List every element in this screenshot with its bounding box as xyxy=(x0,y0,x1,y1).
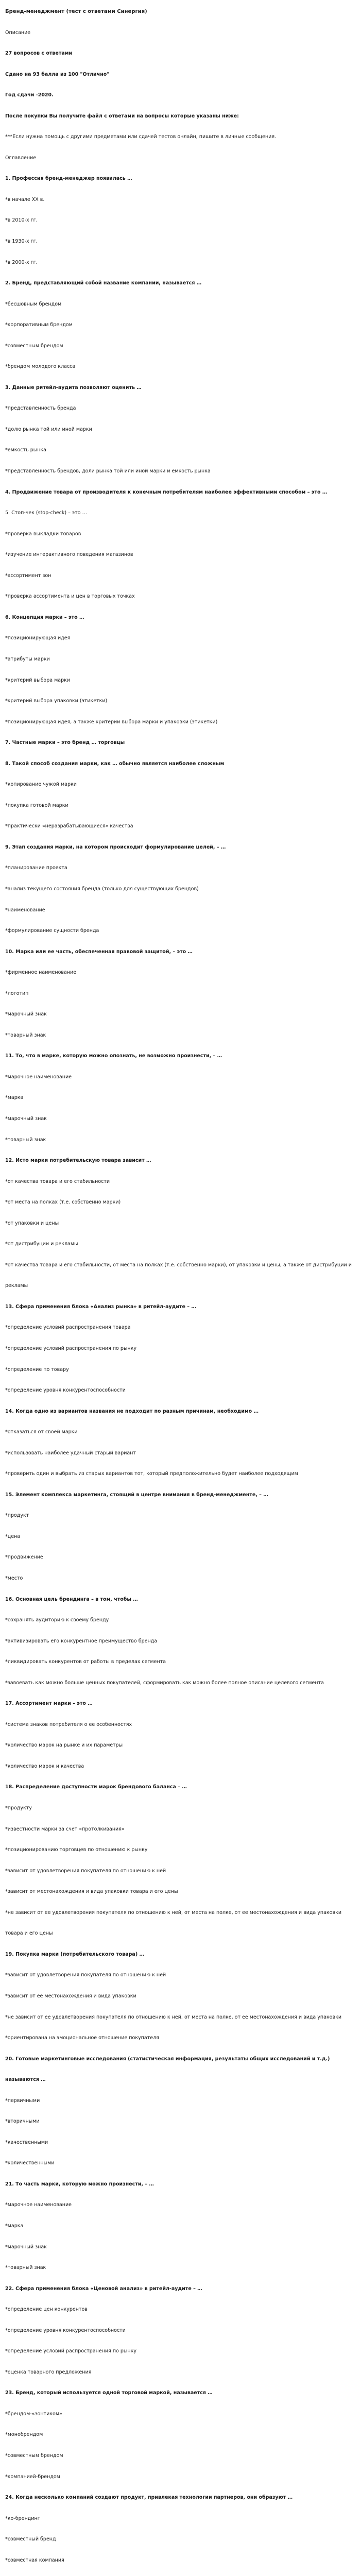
question-list xyxy=(5,168,356,2576)
answer-option: *марочное наименование xyxy=(5,2202,72,2208)
answer-option: *совместная компания xyxy=(5,2557,64,2563)
note-text: ***Если нужна помощь с другими предметами или сдачей тестов онлайн, пишите в личные сообщения. xyxy=(5,134,277,140)
toc-label: Оглавление xyxy=(5,155,37,161)
answer-option: *в 2000-х гг. xyxy=(5,259,38,265)
answer-option: *зависит от удовлетворения покупателя по отношению к ней xyxy=(5,1868,166,1874)
question-text: 17. Ассортимент марки – это … xyxy=(5,1701,93,1707)
answer-option: *емкость рынка xyxy=(5,447,46,453)
answer-option: *продукту xyxy=(5,1805,32,1811)
meta-line: Сдано на 93 балла из 100 "Отлично" xyxy=(5,71,110,77)
question-text: 16. Основная цель брендинга – в том, чтобы … xyxy=(5,1596,138,1602)
answer-option: *логотип xyxy=(5,990,29,996)
answer-option: *копирование чужой марки xyxy=(5,782,77,788)
question-text: 20. Готовые маркетинговые исследования (статистическая информация, результаты общих исследований и т.д.) называются … xyxy=(5,2056,330,2083)
question-text: 8. Такой способ создания марки, как … обычно является наиболее сложным xyxy=(5,760,225,767)
answer-option: *представленность бренда xyxy=(5,405,76,412)
answer-option: *количество марок и качества xyxy=(5,1763,84,1769)
question-text: 4. Продвижение товара от производителя к конечным потребителям наиболее эффективными способом – это … xyxy=(5,489,328,495)
answer-option: *долю рынка той или иной марки xyxy=(5,426,92,432)
answer-option: *представленность брендов, доли рынка той или иной марки и емкость рынка xyxy=(5,468,211,474)
answer-option: *ориентирована на эмоциональное отношение покупателя xyxy=(5,2035,159,2041)
question-text: 3. Данные ритейл-аудита позволяют оценить … xyxy=(5,384,142,391)
answer-option: *зависит от удовлетворения покупателя по отношению к ней xyxy=(5,1972,166,1978)
answer-option: *в 1930-х гг. xyxy=(5,239,38,245)
answer-option: *марочный знак xyxy=(5,1115,47,1122)
answer-option: *покупка готовой марки xyxy=(5,802,68,808)
answer-option: *марочный знак xyxy=(5,2244,47,2250)
answer-option: *совместным брендом xyxy=(5,2452,63,2459)
answer-option: *бесшовным брендом xyxy=(5,301,62,307)
answer-option: *продвижение xyxy=(5,1554,43,1561)
answer-option: *критерий выбора марки xyxy=(5,677,71,683)
answer-option: *позиционирующая идея, а также критерии выбора марки и упаковки (этикетки) xyxy=(5,719,218,725)
answer-option: *определение условий распространения товара xyxy=(5,1325,131,1331)
answer-option: *цена xyxy=(5,1533,21,1539)
answer-option: *изучение интерактивного поведения магазинов xyxy=(5,552,133,558)
question-text: 6. Концепция марки – это … xyxy=(5,614,84,620)
answer-option xyxy=(5,2571,356,2576)
answer-option: *наименование xyxy=(5,907,45,913)
question-text: 21. То часть марки, которую можно произнести, – … xyxy=(5,2181,154,2187)
answer-option: *отказаться от своей марки xyxy=(5,1429,78,1435)
question-text: 10. Марка или ее часть, обеспеченная правовой защитой, – это … xyxy=(5,948,193,955)
answer-option: *определение по товару xyxy=(5,1366,69,1372)
answer-option: *ассортимент зон xyxy=(5,572,51,579)
answer-option: *первичными xyxy=(5,2097,40,2104)
question-text: 24. Когда несколько компаний создают продукт, привлекая технологии партнеров, они образуют … xyxy=(5,2495,293,2501)
answer-option: *совместным брендом xyxy=(5,343,63,349)
answer-option: *практически «неразрабатывающиеся» качества xyxy=(5,823,133,829)
answer-option: *позиционирующая идея xyxy=(5,635,71,641)
question-text: 19. Покупка марки (потребительского товара) … xyxy=(5,1951,144,1957)
intro-text: После покупки Вы получите файл с ответами на вопросы которые указаны ниже: xyxy=(5,113,239,119)
answer-option: *брендом-«зонтиком» xyxy=(5,2411,62,2417)
document-title: Бренд-менеджмент (тест с ответами Синергия) xyxy=(5,9,147,14)
answer-option: *формулирование сущности бренда xyxy=(5,928,99,934)
answer-option: *проверка выкладки товаров xyxy=(5,531,81,537)
answer-option: *продукт xyxy=(5,1513,29,1519)
answer-option: *товарный знак xyxy=(5,1032,46,1038)
answer-option: *ликвидировать конкурентов от работы в пределах сегмента xyxy=(5,1659,166,1665)
answer-option: *анализ текущего состояния бренда (только для существующих брендов) xyxy=(5,886,199,892)
answer-option: *в 2010-х гг. xyxy=(5,217,38,224)
question-text: 11. То, что в марке, которую можно опознать, не возможно произнести, – … xyxy=(5,1053,222,1059)
answer-option: *критерий выбора упаковки (этикетки) xyxy=(5,698,108,704)
answer-option: *не зависит от ее удовлетворения покупателя по отношению к ней, от места на полке, от ее местонахождения и вида упаковки xyxy=(5,2014,341,2020)
answer-option: *активизировать его конкурентное преимущество бренда xyxy=(5,1638,158,1644)
answer-option: *марка xyxy=(5,2223,24,2229)
answer-option: *атрибуты марки xyxy=(5,656,50,662)
answer-option: *товарный знак xyxy=(5,1137,46,1143)
answer-option: *планирование проекта xyxy=(5,865,67,871)
question-text: 22. Сфера применения блока «Ценовой анализ» в ритейл-аудите – … xyxy=(5,2285,202,2292)
answer-option: *марка xyxy=(5,1095,24,1101)
question-text: 18. Распределение доступности марок брендового баланса – … xyxy=(5,1784,187,1790)
answer-option: *проверить один и выбрать из старых вариантов тот, который предположительно будет наиболее подходящим xyxy=(5,1471,298,1477)
answer-option: *фирменное наименование xyxy=(5,970,77,976)
answer-option: *определение цен конкурентов xyxy=(5,2307,88,2313)
question-text: 9. Этап создания марки, на котором происходит формулирование целей, – … xyxy=(5,844,226,850)
question-text: 1. Профессия бренд-менеджер появилась … xyxy=(5,176,132,182)
answer-option: *брендом молодого класса xyxy=(5,364,76,370)
answer-option: *не зависит от ее удовлетворения покупателя по отношению к ней, от места на полке, от ее местонахождения и вида упаковки товара и его цены xyxy=(5,1909,341,1937)
answer-option: *позиционированию торговцев по отношению к рынку xyxy=(5,1847,148,1853)
meta-line: Год сдачи -2020. xyxy=(5,92,54,98)
answer-option: *вторичными xyxy=(5,2119,40,2125)
document-subtitle: Описание xyxy=(5,29,31,36)
answer-option: *от места на полках (т.е. собственно марки) xyxy=(5,1199,121,1206)
question-text: 14. Когда одно из вариантов названия не подходит по разным причинам, необходимо … xyxy=(5,1408,259,1414)
answer-option: *марочное наименование xyxy=(5,1074,72,1080)
answer-option: *марочный знак xyxy=(5,1011,47,1018)
meta-line: 27 вопросов с ответами xyxy=(5,50,73,57)
answer-option: *компанией-брендом xyxy=(5,2473,60,2480)
answer-option: *место xyxy=(5,1575,23,1582)
answer-option: *от качества товара и его стабильности, от места на полках (т.е. собственно марки), от упаковки и цены, а также от дистрибуции и рекламы xyxy=(5,1262,352,1289)
question-text: 15. Элемент комплекса маркетинга, стоящий в центре внимания в бренд-менеджменте, – … xyxy=(5,1492,268,1498)
answer-option: *товарный знак xyxy=(5,2265,46,2271)
question-text: 7. Частные марки – это бренд … торговцы xyxy=(5,740,125,746)
answer-option: *завоевать как можно больше ценных покупателей, сформировать как можно более полное описание целевого сегмента xyxy=(5,1680,324,1686)
answer-option: *от качества товара и его стабильности xyxy=(5,1178,110,1184)
answer-option: *качественными xyxy=(5,2139,48,2145)
answer-option: *в начале ХХ в. xyxy=(5,196,45,202)
answer-option: *зависит от местонахождения и вида упаковки товара и его цены xyxy=(5,1889,178,1895)
answer-option: *оценка товарного предложения xyxy=(5,2369,92,2375)
answer-option: *сохранять аудиторию к своему бренду xyxy=(5,1617,109,1623)
answer-option: *определение уровня конкурентоспособности xyxy=(5,1387,126,1394)
answer-option: *определение условий распространения по рынку xyxy=(5,2348,136,2354)
question-text: 23. Бренд, который используется одной торговой маркой, называется … xyxy=(5,2390,213,2396)
answer-option: *количество марок на рынке и их параметры xyxy=(5,1742,123,1749)
answer-option: *определение условий распространения по рынку xyxy=(5,1346,136,1351)
answer-option: *использовать наиболее удачный старый вариант xyxy=(5,1450,136,1456)
answer-option: *от упаковки и цены xyxy=(5,1220,59,1226)
question-text: 2. Бренд, представляющий собой название компании, называется … xyxy=(5,280,202,286)
answer-option: *совместный бренд xyxy=(5,2536,56,2543)
answer-option: 5. Стоп-чек (stop-check) – это … xyxy=(5,510,87,516)
answer-option: *определение уровня конкурентоспособности xyxy=(5,2327,126,2333)
answer-option: *количественными xyxy=(5,2160,55,2166)
answer-option: *проверка ассортимента и цен в торговых точках xyxy=(5,594,135,600)
answer-option: *известности марки за счет «протолкивания» xyxy=(5,1826,125,1832)
answer-option: *система знаков потребителя о ее особенностях xyxy=(5,1721,132,1727)
question-text: 12. Исто марки потребительскую товара зависит … xyxy=(5,1158,151,1164)
answer-option: *от дистрибуции и рекламы xyxy=(5,1241,78,1247)
answer-option: *зависит от ее местонахождения и вида упаковки xyxy=(5,1993,136,1999)
answer-option: *корпоративным брендом xyxy=(5,322,73,328)
answer-option: *ко-брендинг xyxy=(5,2515,40,2521)
question-text: 13. Сфера применения блока «Анализ рынка» в ритейл-аудите – … xyxy=(5,1303,196,1310)
answer-option: *монобрендом xyxy=(5,2432,43,2438)
